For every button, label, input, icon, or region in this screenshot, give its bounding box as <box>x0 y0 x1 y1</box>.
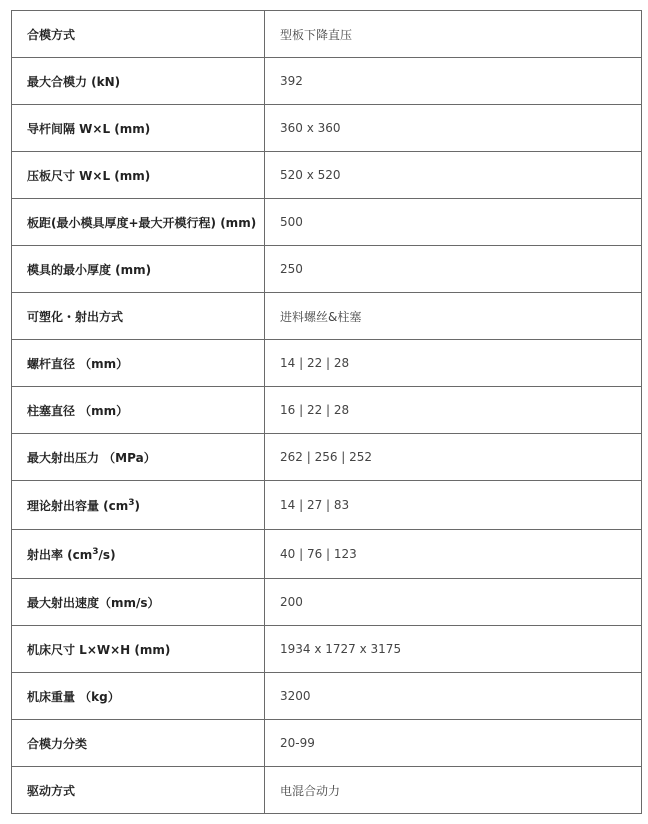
row-label: 模具的最小厚度 (mm) <box>12 246 265 293</box>
row-label: 导杆间隔 W×L (mm) <box>12 105 265 152</box>
row-label: 可塑化・射出方式 <box>12 293 265 340</box>
row-value: 40 | 76 | 123 <box>265 530 642 579</box>
table-row <box>12 626 642 673</box>
spec-table <box>11 10 642 814</box>
row-value: 14 | 22 | 28 <box>265 340 642 387</box>
row-label: 驱动方式 <box>12 767 265 814</box>
row-value: 262 | 256 | 252 <box>265 434 642 481</box>
superscript: 3 <box>128 497 135 508</box>
row-label: 最大射出压力 （MPa） <box>12 434 265 481</box>
table-row <box>12 579 642 626</box>
row-label: 最大射出速度（mm/s） <box>12 579 265 626</box>
table-row <box>12 152 642 199</box>
row-label: 压板尺寸 W×L (mm) <box>12 152 265 199</box>
row-label <box>12 481 265 530</box>
row-label: 合模力分类 <box>12 720 265 767</box>
row-value: 200 <box>265 579 642 626</box>
row-label <box>12 530 265 579</box>
row-value: 360 x 360 <box>265 105 642 152</box>
table-row <box>12 293 642 340</box>
table-row <box>12 530 642 579</box>
table-row <box>12 673 642 720</box>
table-row <box>12 105 642 152</box>
table-row <box>12 434 642 481</box>
row-label: 机床重量 （kg） <box>12 673 265 720</box>
row-label: 最大合模力 (kN) <box>12 58 265 105</box>
row-label: 柱塞直径 （mm） <box>12 387 265 434</box>
row-value: 型板下降直压 <box>265 11 642 58</box>
row-value: 500 <box>265 199 642 246</box>
table-row <box>12 481 642 530</box>
table-row <box>12 246 642 293</box>
row-value: 20-99 <box>265 720 642 767</box>
row-value: 16 | 22 | 28 <box>265 387 642 434</box>
table-row <box>12 11 642 58</box>
row-value: 电混合动力 <box>265 767 642 814</box>
superscript: 3 <box>92 546 99 557</box>
row-label-text: 理论射出容量 (cm <box>27 498 129 513</box>
row-value: 250 <box>265 246 642 293</box>
table-row <box>12 767 642 814</box>
row-label-text: 射出率 (cm <box>27 547 93 562</box>
row-value: 520 x 520 <box>265 152 642 199</box>
row-value: 3200 <box>265 673 642 720</box>
row-label: 合模方式 <box>12 11 265 58</box>
table-row <box>12 340 642 387</box>
table-row <box>12 720 642 767</box>
row-value: 392 <box>265 58 642 105</box>
row-label: 板距(最小模具厚度+最大开模行程) (mm) <box>12 199 265 246</box>
row-label: 螺杆直径 （mm） <box>12 340 265 387</box>
row-value: 进料螺丝&柱塞 <box>265 293 642 340</box>
row-value: 14 | 27 | 83 <box>265 481 642 530</box>
row-value: 1934 x 1727 x 3175 <box>265 626 642 673</box>
table-row <box>12 387 642 434</box>
row-label-text: ) <box>134 498 141 513</box>
row-label-text: /s) <box>98 547 116 562</box>
row-label: 机床尺寸 L×W×H (mm) <box>12 626 265 673</box>
table-row <box>12 199 642 246</box>
table-row <box>12 58 642 105</box>
